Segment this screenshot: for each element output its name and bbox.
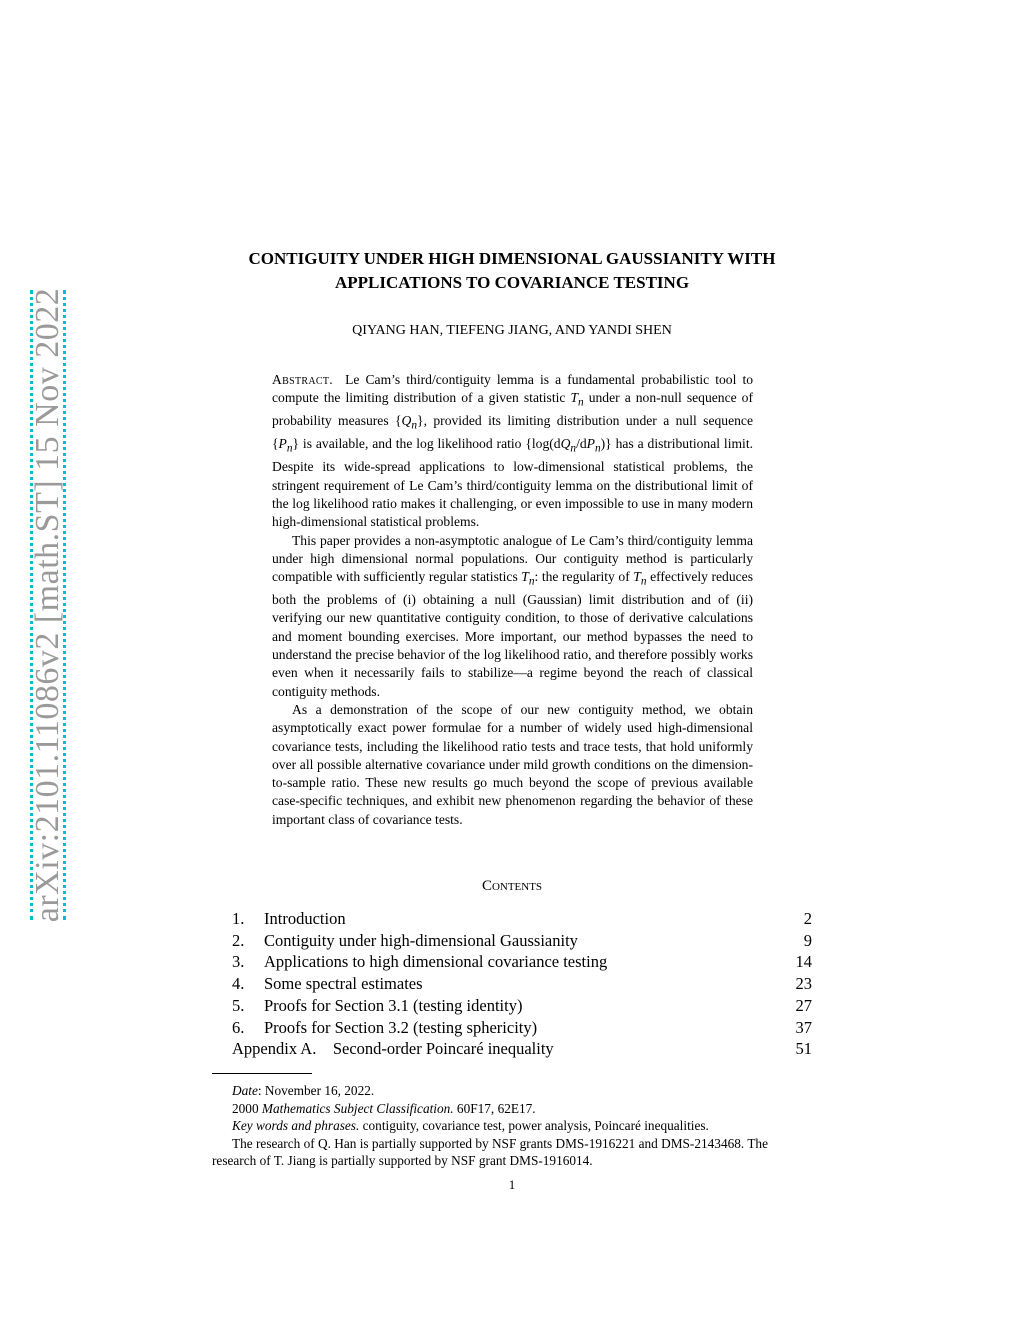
math-var: T (633, 569, 641, 585)
math-sub: n (286, 443, 293, 456)
footnote-rule (212, 1073, 312, 1074)
abstract-paragraph-1 (272, 371, 753, 532)
math-sub: n (528, 575, 535, 588)
arxiv-sidebar (29, 287, 66, 923)
abstract-text: effectively reduces both the problems of (i) obtaining a null (Gaussian) limit distribution and of (ii) verifying our new quantitative contiguity condition, to those of derivative calculations and moment bounding exercises. More important, our method bypasses the need to understand the precise behavior of the log likelihood ratio, and therefore possibly works even when it necessarily fails to stabilize—a regime beyond the reach of classical contiguity methods. (272, 569, 753, 699)
toc-entry[interactable] (232, 951, 812, 973)
toc-entry[interactable] (232, 908, 812, 930)
page-number: 1 (508, 1177, 516, 1192)
toc-number: 1. (232, 909, 245, 928)
date-label: Date (232, 1083, 258, 1098)
toc-page: 14 (795, 952, 812, 972)
abstract-text: }, provided its limiting distribution under a null sequence { (272, 413, 753, 452)
toc-entry[interactable] (232, 1017, 812, 1039)
arxiv-identifier[interactable]: arXiv:2101.11086v2 [math.ST] 15 Nov 2022 (29, 287, 66, 923)
toc-number: 3. (232, 952, 245, 972)
toc-title: Applications to high dimensional covariance testing (264, 952, 608, 972)
abstract-text: : the regularity of (534, 569, 634, 585)
math-var: Q (401, 413, 412, 429)
toc-title: Proofs for Section 3.1 (testing identity) (264, 995, 523, 1015)
math-var: Q (560, 436, 571, 452)
toc-page: 9 (803, 930, 812, 950)
abstract-text: Le Cam’s third/contiguity lemma is a fundamental probabilistic tool to compute the limiting distribution of a given statistic (272, 372, 754, 406)
toc-number: 2. (232, 930, 245, 950)
abstract-text: /d (576, 436, 587, 452)
math-var: T (570, 390, 579, 406)
toc-page: 51 (795, 1039, 812, 1059)
math-sub: n (640, 575, 647, 588)
keywords-label: Key words and phrases. (232, 1118, 360, 1133)
toc-entry[interactable] (232, 930, 812, 952)
math-var: P (586, 436, 595, 452)
date-value: : November 16, 2022. (257, 1083, 375, 1098)
toc-appendix-label: Appendix A. (232, 1039, 317, 1059)
abstract-text: )} has a distributional limit. Despite its wide-spread applications to low-dimensional statistical problems, the stringent requirement of Le Cam’s third/contiguity lemma on the distributional limit of the log likelihood ratio makes it challenging, or even impossible to use in many modern high-dimensional statistical problems. (272, 436, 753, 530)
footnote-keywords (212, 1117, 812, 1135)
authors: QIYANG HAN, TIEFENG JIANG, AND YANDI SHEN (352, 323, 672, 338)
abstract-paragraph-3: As a demonstration of the scope of our new contiguity method, we obtain asymptotically exact power formulae for a number of widely used high-dimensional covariance tests, including the likelihood ratio tests and trace tests, that hold uniformly over all possible alternative covariance under mild growth conditions on the dimension-to-sample ratio. These new results go much beyond the scope of previous available case-specific techniques, and exhibit new phenomenon regarding the behavior of these important class of covariance tests. (272, 701, 753, 827)
abstract-paragraph-2 (272, 532, 753, 701)
toc-entry-appendix[interactable] (232, 1038, 812, 1060)
footnote-date (212, 1082, 812, 1100)
toc-title: Introduction (264, 909, 346, 928)
footnote-msc (212, 1100, 812, 1118)
math-var: P (278, 436, 287, 452)
paper-title (180, 247, 844, 295)
toc-page: 2 (803, 909, 812, 928)
footnote-funding: The research of Q. Han is partially supported by NSF grants DMS-1916221 and DMS-2143468. The research of T. Jiang is partially supported by NSF grant DMS-1916014. (212, 1135, 768, 1168)
math-sub: n (578, 397, 584, 410)
footnotes (212, 1082, 812, 1170)
toc-page: 27 (795, 995, 812, 1015)
toc-page: 23 (795, 974, 812, 994)
abstract-label: Abstract. (272, 372, 333, 387)
msc-prefix: 2000 (232, 1100, 262, 1116)
math-sub: n (570, 443, 577, 456)
title-line-2: APPLICATIONS TO COVARIANCE TESTING (334, 273, 690, 292)
contents-heading: Contents (481, 878, 543, 894)
math-sub: n (411, 420, 418, 433)
math-var: T (521, 569, 529, 585)
toc-title: Second-order Poincaré inequality (332, 1039, 554, 1059)
keywords-value: contiguity, covariance test, power analysis, Poincaré inequalities. (359, 1118, 709, 1133)
toc-number: 4. (232, 974, 245, 994)
abstract-text: This paper provides a non-asymptotic analogue of Le Cam’s third/contiguity lemma under high dimensional normal populations. Our contiguity method is particularly compatible with sufficiently regular statistics (272, 532, 753, 585)
toc-number: 6. (232, 1017, 245, 1037)
msc-value: 60F17, 62E17. (453, 1100, 536, 1116)
title-line-1: CONTIGUITY UNDER HIGH DIMENSIONAL GAUSSIANITY WITH (248, 249, 776, 268)
abstract-text: under a non-null sequence of probability measures { (272, 390, 753, 429)
abstract-text: } is available, and the log likelihood ratio {log(d (292, 436, 561, 452)
toc-title: Contiguity under high-dimensional Gaussianity (264, 930, 578, 950)
toc-page: 37 (795, 1017, 812, 1037)
toc-title: Some spectral estimates (264, 974, 423, 994)
table-of-contents (232, 908, 812, 1060)
toc-number: 5. (232, 995, 245, 1015)
msc-label: Mathematics Subject Classification. (261, 1100, 454, 1116)
toc-title: Proofs for Section 3.2 (testing sphericity) (264, 1017, 538, 1037)
toc-entry[interactable] (232, 973, 812, 995)
abstract (272, 371, 753, 829)
math-sub: n (594, 443, 601, 456)
toc-entry[interactable] (232, 995, 812, 1017)
